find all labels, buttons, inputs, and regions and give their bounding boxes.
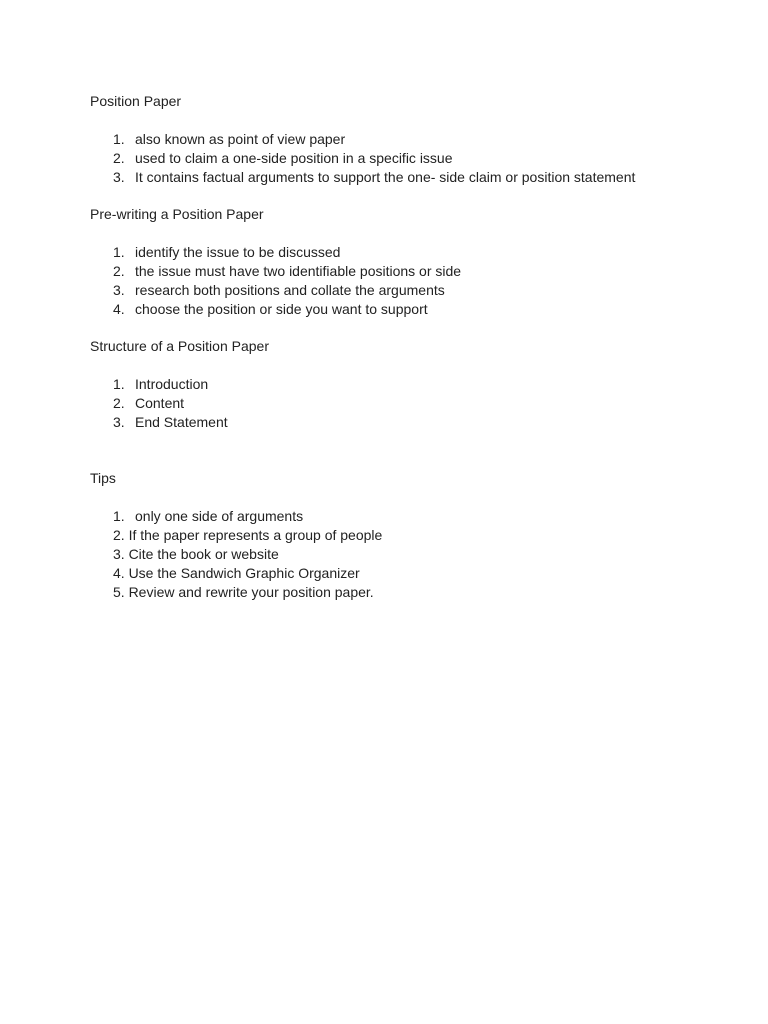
numbered-list xyxy=(90,507,730,602)
list-item xyxy=(90,262,730,281)
list-item xyxy=(90,130,730,149)
list-item: 5. Review and rewrite your position paper. xyxy=(113,584,374,600)
list-item xyxy=(90,300,730,319)
list-text: choose the position or side you want to support xyxy=(135,301,428,317)
list-item xyxy=(90,168,730,187)
list-text: End Statement xyxy=(135,414,228,430)
list-item xyxy=(90,149,730,168)
numbered-list xyxy=(90,243,730,319)
list-number: 2. xyxy=(113,263,125,279)
list-text: research both positions and collate the arguments xyxy=(135,282,445,298)
section-position-paper xyxy=(90,92,730,187)
list-number: 3. xyxy=(113,414,125,430)
list-item xyxy=(90,243,730,262)
numbered-list xyxy=(90,375,730,432)
list-item xyxy=(90,507,730,526)
document-page xyxy=(90,92,730,602)
list-item xyxy=(90,413,730,432)
section-pre-writing xyxy=(90,205,730,319)
list-text: Introduction xyxy=(135,376,209,392)
list-number: 1. xyxy=(113,244,125,260)
list-text: Content xyxy=(135,395,185,411)
section-heading: Pre-writing a Position Paper xyxy=(90,206,264,222)
list-item: 2. If the paper represents a group of people xyxy=(113,527,383,543)
list-number: 2. xyxy=(113,150,125,166)
list-number: 3. xyxy=(113,169,125,185)
section-heading: Tips xyxy=(90,470,116,486)
list-text: only one side of arguments xyxy=(135,508,304,524)
section-tips xyxy=(90,469,730,602)
list-text: the issue must have two identifiable positions or side xyxy=(135,263,462,279)
section-structure xyxy=(90,337,730,432)
list-item xyxy=(90,281,730,300)
list-number: 3. xyxy=(113,282,125,298)
list-number: 2. xyxy=(113,395,125,411)
list-text: It contains factual arguments to support the one- side claim or position statement xyxy=(135,169,636,185)
list-text: identify the issue to be discussed xyxy=(135,244,341,260)
list-number: 4. xyxy=(113,301,125,317)
list-item: 4. Use the Sandwich Graphic Organizer xyxy=(113,565,360,581)
list-item xyxy=(90,394,730,413)
list-number: 1. xyxy=(113,131,125,147)
list-text: also known as point of view paper xyxy=(135,131,346,147)
list-item xyxy=(90,375,730,394)
list-item: 3. Cite the book or website xyxy=(113,546,279,562)
list-text: used to claim a one-side position in a specific issue xyxy=(135,150,453,166)
section-heading: Position Paper xyxy=(90,93,182,109)
numbered-list xyxy=(90,130,730,187)
list-number: 1. xyxy=(113,376,125,392)
section-heading: Structure of a Position Paper xyxy=(90,338,269,354)
list-number: 1. xyxy=(113,508,125,524)
